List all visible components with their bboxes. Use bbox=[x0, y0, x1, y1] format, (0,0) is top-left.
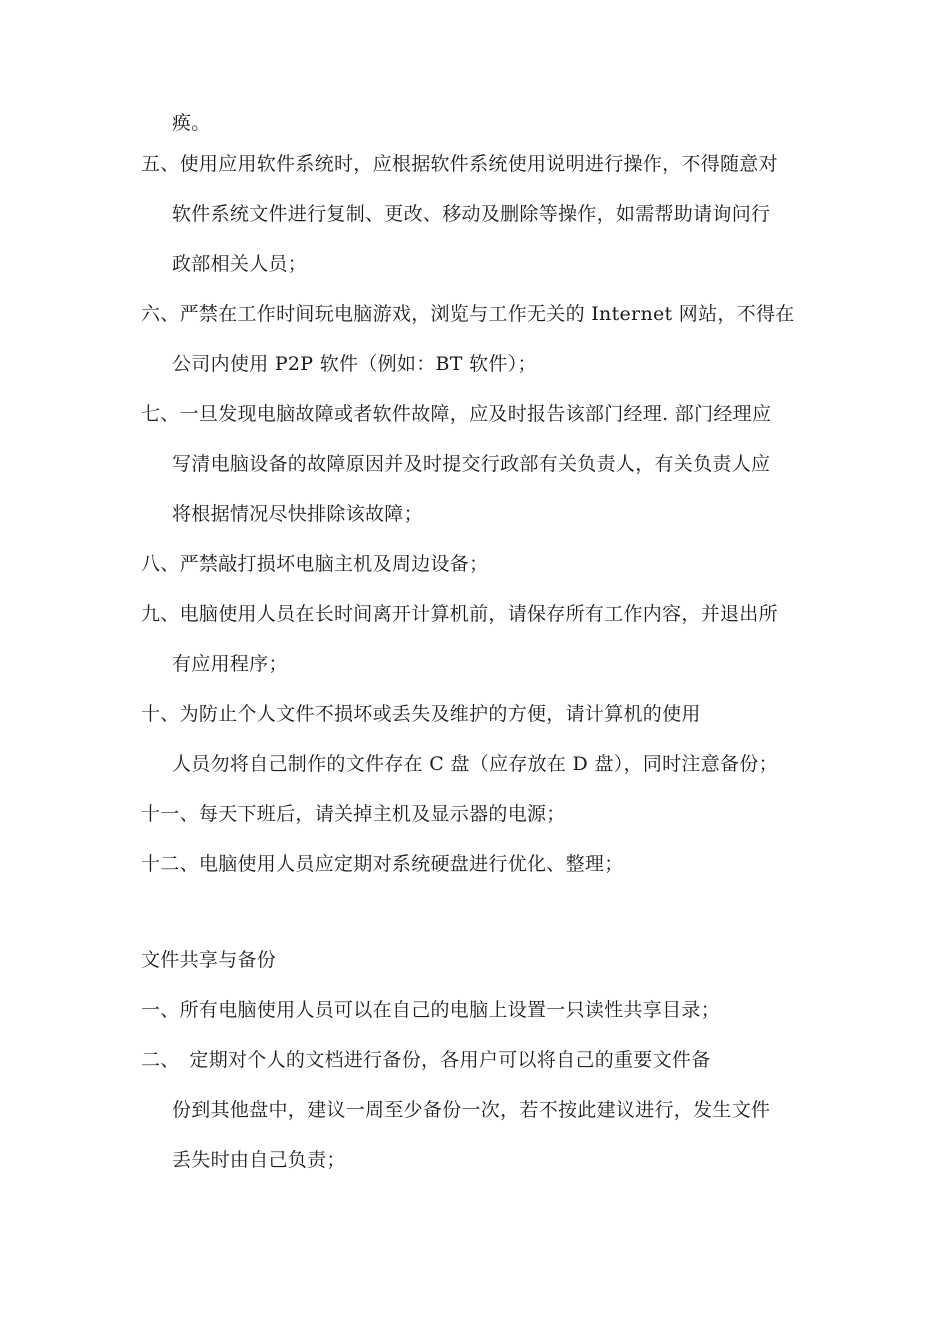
text-line: 十二、电脑使用人员应定期对系统硬盘进行优化、整理； bbox=[141, 853, 624, 875]
text-line: 二、 定期对个人的文档进行备份，各用户可以将自己的重要文件备 bbox=[141, 1049, 711, 1071]
text-line: 政部相关人员； bbox=[172, 253, 308, 275]
text-line: 人员勿将自己制作的文件存在 C 盘（应存放在 D 盘），同时注意备份； bbox=[172, 753, 778, 775]
text-line: 写清电脑设备的故障原因并及时提交行政部有关负责人，有关负责人应 bbox=[172, 453, 771, 475]
text-line: 将根据情况尽快排除该故障； bbox=[172, 503, 423, 525]
text-line: 软件系统文件进行复制、更改、移动及删除等操作，如需帮助请询问行 bbox=[172, 203, 771, 225]
text-line: 有应用程序； bbox=[172, 653, 288, 675]
text-line: 七、一旦发现电脑故障或者软件故障，应及时报告该部门经理. 部门经理应 bbox=[141, 403, 772, 425]
text-line: 五、使用应用软件系统时，应根据软件系统使用说明进行操作，不得随意对 bbox=[141, 153, 778, 175]
text-line: 十、为防止个人文件不损坏或丢失及维护的方便，请计算机的使用 bbox=[141, 703, 701, 725]
text-line: 九、电脑使用人员在长时间离开计算机前，请保存所有工作内容，并退出所 bbox=[141, 603, 778, 625]
section-heading: 文件共享与备份 bbox=[141, 949, 277, 971]
text-line: 份到其他盘中，建议一周至少备份一次，若不按此建议进行，发生文件 bbox=[172, 1099, 771, 1121]
text-line: 丢失时由自己负责； bbox=[172, 1149, 346, 1171]
text-line: 十一、每天下班后，请关掉主机及显示器的电源； bbox=[141, 803, 566, 825]
text-line: 八、严禁敲打损坏电脑主机及周边设备； bbox=[141, 553, 489, 575]
text-line: 六、严禁在工作时间玩电脑游戏，浏览与工作无关的 Internet 网站，不得在 bbox=[141, 303, 795, 325]
text-line: 痪。 bbox=[172, 112, 211, 134]
text-line: 一、所有电脑使用人员可以在自己的电脑上设置一只读性共享目录； bbox=[141, 999, 721, 1021]
text-line: 公司内使用 P2P 软件（例如：BT 软件）； bbox=[172, 353, 537, 375]
